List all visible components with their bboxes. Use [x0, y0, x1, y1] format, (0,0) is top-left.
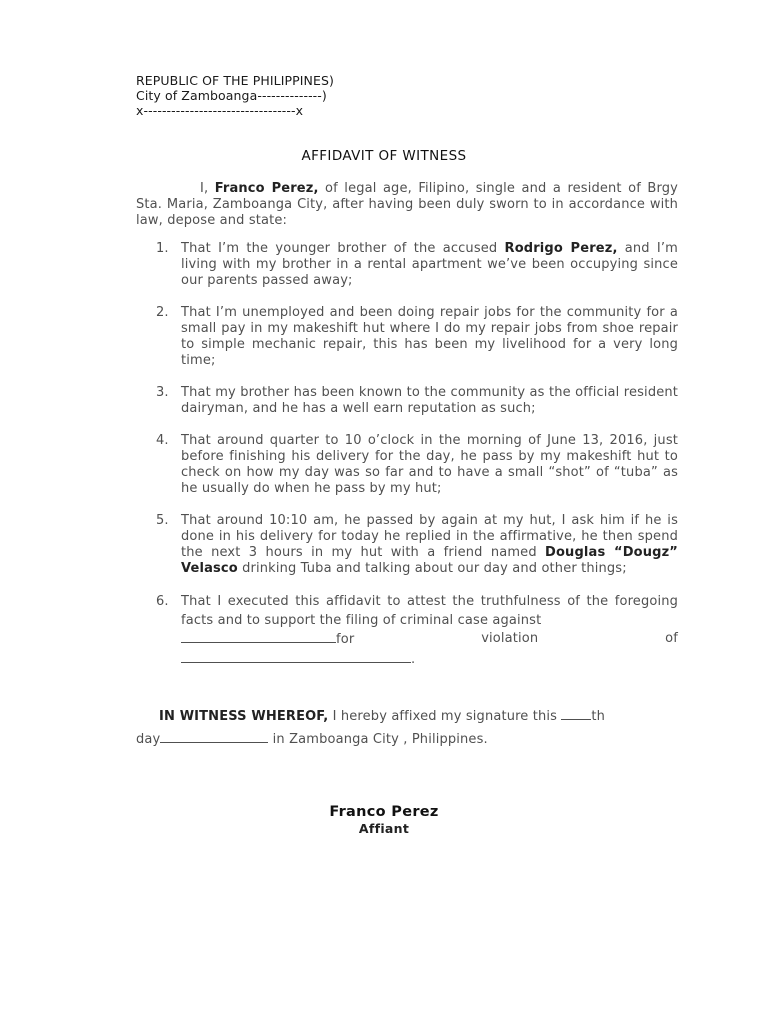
statement-text: That around quarter to 10 o’clock in the morning of June 13, 2016, just before finishing his delivery for the day, he pass by my makeshift hut to check on how my day was so far and to have a small “shot” of “tuba” as he usually do when he pass by my hut;	[181, 433, 678, 496]
witness-whereof: IN WITNESS WHEREOF,	[159, 709, 329, 724]
signatory-name: Franco Perez	[329, 804, 439, 820]
statement-item-5	[156, 513, 678, 577]
accused-name: Rodrigo Perez,	[504, 241, 618, 256]
statement-text: That my brother has been known to the community as the official resident dairyman, and he has a well earn reputation as such;	[181, 385, 678, 416]
friend-name: Douglas “Dougz” Velasco	[181, 545, 679, 576]
attestation-text: I hereby affixed my signature this	[328, 709, 562, 724]
statements-list	[156, 241, 678, 685]
statement-item-6	[156, 593, 678, 669]
word-of: of	[665, 631, 678, 646]
statement-text: That I’m the younger brother of the accused	[181, 241, 505, 256]
date-month-blank[interactable]	[160, 730, 268, 743]
statement-item-2	[156, 305, 678, 369]
accused-blank-field[interactable]	[181, 630, 336, 643]
caption-divider: x---------------------------------x	[136, 103, 304, 118]
caption-republic: REPUBLIC OF THE PHILIPPINES)	[136, 73, 335, 88]
violation-blank-line	[181, 650, 678, 670]
day-label: day	[136, 732, 161, 747]
affiant-name: Franco Perez,	[214, 181, 319, 196]
attestation-line-1	[136, 707, 678, 725]
th-suffix: th	[591, 709, 605, 724]
intro-prefix: I,	[200, 181, 215, 196]
attestation-line-2	[136, 730, 678, 748]
statement-number: 5.	[156, 513, 169, 528]
violation-line	[181, 630, 678, 650]
statement-text: That around 10:10 am, he passed by again at my hut, I ask him if he is done in his delivery for today he replied in the affirmative, he then spend the next 3 hours in my hut with a friend named	[181, 513, 678, 560]
statement-item-1	[156, 241, 678, 289]
period: .	[411, 651, 416, 667]
statement-number: 3.	[156, 385, 169, 400]
document-title: AFFIDAVIT OF WITNESS	[301, 148, 467, 164]
statement-text: That I executed this affidavit to attest the truthfulness of the foregoing facts and to support the filing of criminal case against	[181, 594, 678, 628]
statement-text: drinking Tuba and talking about our day and other things;	[237, 561, 627, 576]
attestation-clause	[136, 707, 678, 748]
statement-item-4	[156, 433, 678, 497]
word-violation: violation	[481, 631, 539, 646]
statement-number: 6.	[156, 594, 169, 609]
statement-number: 4.	[156, 433, 169, 448]
statement-item-3	[156, 385, 678, 417]
word-for: for	[336, 632, 355, 647]
statement-number: 1.	[156, 241, 169, 256]
violation-blank-field[interactable]	[181, 650, 411, 663]
signatory-role: Affiant	[358, 821, 410, 836]
date-day-blank[interactable]	[561, 707, 591, 720]
signature-block	[0, 803, 768, 837]
case-caption	[136, 73, 334, 118]
caption-city: City of Zamboanga--------------)	[136, 88, 327, 103]
statement-text: and I’m living with my brother in a rental apartment we’ve been occupying since our parents passed away;	[181, 241, 678, 288]
attestation-location: in Zamboanga City , Philippines.	[268, 732, 488, 747]
statement-text: That I’m unemployed and been doing repair jobs for the community for a small pay in my makeshift hut where I do my repair jobs from shoe repair to simple mechanic repair, this has been my livelihood for a very long time;	[181, 305, 678, 368]
intro-paragraph	[136, 181, 678, 229]
intro-text: of legal age, Filipino, single and a resident of Brgy Sta. Maria, Zamboanga City, after having been duly sworn to in accordance with law, depose and state:	[136, 181, 678, 228]
statement-number: 2.	[156, 305, 169, 320]
